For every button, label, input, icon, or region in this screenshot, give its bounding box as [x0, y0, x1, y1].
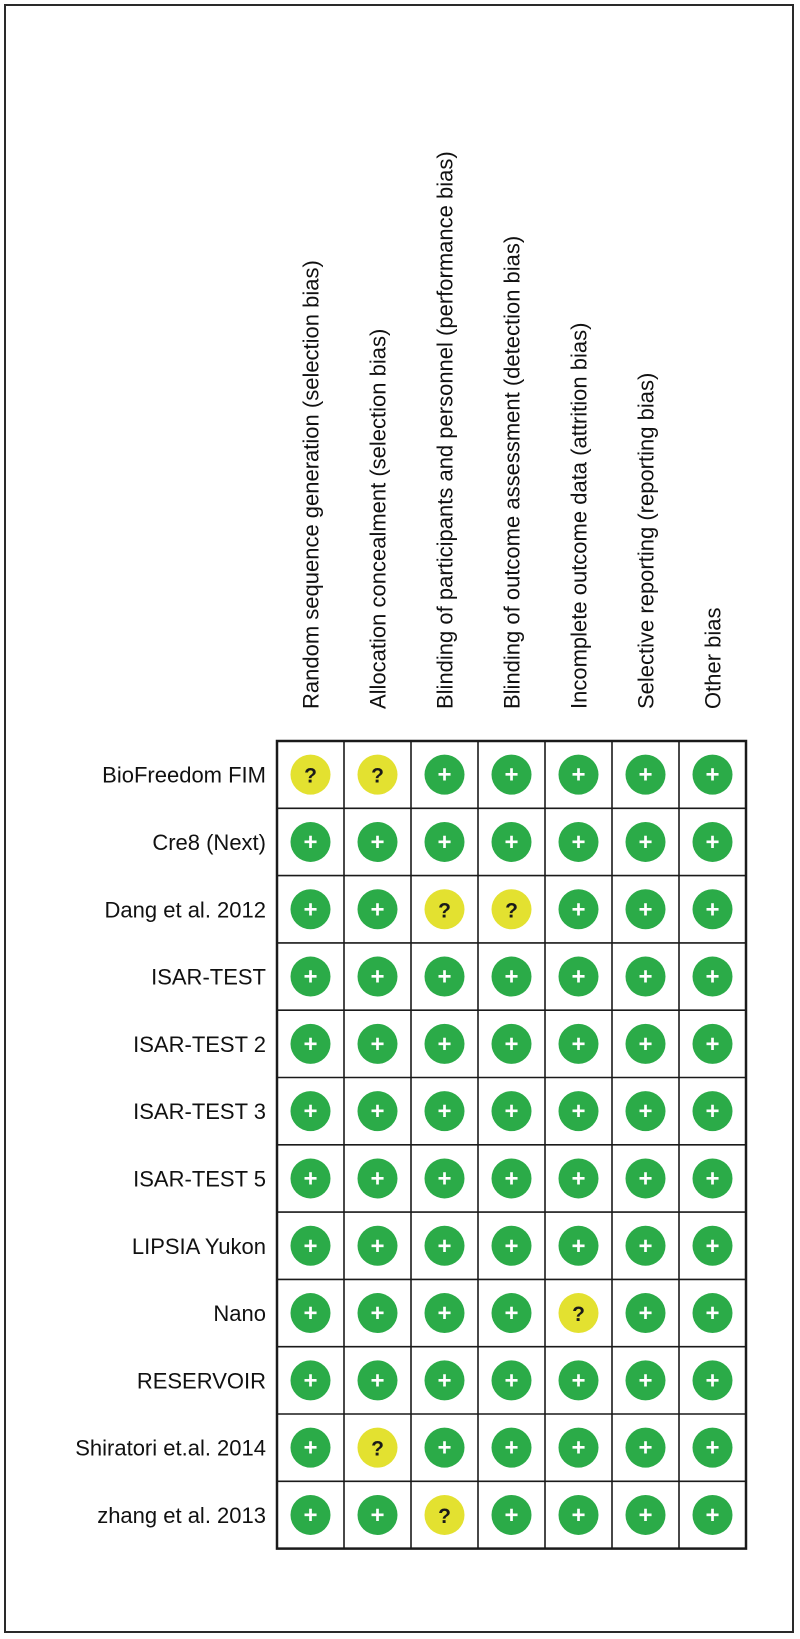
low-risk-mark	[425, 755, 465, 795]
low-risk-mark	[291, 889, 331, 929]
row-label: ISAR-TEST 5	[133, 1166, 266, 1192]
mark-label: +	[705, 828, 720, 856]
low-risk-mark	[693, 1428, 733, 1468]
low-risk-mark	[693, 889, 733, 929]
low-risk-mark	[358, 1024, 398, 1064]
column-header: Other bias	[700, 607, 726, 709]
row-label: Nano	[213, 1301, 266, 1327]
low-risk-mark	[693, 1293, 733, 1333]
mark-label: +	[504, 1165, 519, 1193]
mark-label: +	[303, 1501, 318, 1529]
low-risk-mark	[291, 1495, 331, 1535]
mark-label: +	[638, 1367, 653, 1395]
low-risk-mark	[626, 889, 666, 929]
low-risk-mark	[693, 822, 733, 862]
low-risk-mark	[693, 1495, 733, 1535]
low-risk-mark	[559, 1091, 599, 1131]
mark-label: +	[705, 1098, 720, 1126]
low-risk-mark	[626, 1428, 666, 1468]
low-risk-mark	[358, 1360, 398, 1400]
mark-label: +	[571, 1367, 586, 1395]
mark-label: +	[303, 828, 318, 856]
mark-label: +	[638, 828, 653, 856]
mark-label: +	[303, 896, 318, 924]
low-risk-mark	[358, 1226, 398, 1266]
mark-label: +	[638, 1232, 653, 1260]
mark-label: +	[370, 1165, 385, 1193]
low-risk-mark	[492, 1226, 532, 1266]
low-risk-mark	[626, 1360, 666, 1400]
mark-label: +	[571, 1165, 586, 1193]
mark-label: +	[705, 1300, 720, 1328]
low-risk-mark	[559, 1428, 599, 1468]
mark-label: +	[638, 896, 653, 924]
mark-label: +	[705, 1232, 720, 1260]
mark-label: +	[504, 1501, 519, 1529]
mark-label: +	[303, 1434, 318, 1462]
mark-label: +	[638, 1434, 653, 1462]
low-risk-mark	[425, 1091, 465, 1131]
mark-label: +	[370, 896, 385, 924]
unclear-risk-mark	[358, 1428, 398, 1468]
column-header: Random sequence generation (selection bias)	[298, 260, 324, 709]
mark-label: +	[437, 1367, 452, 1395]
mark-label: +	[437, 761, 452, 789]
mark-label: +	[571, 828, 586, 856]
low-risk-mark	[626, 1091, 666, 1131]
mark-label: +	[370, 1367, 385, 1395]
low-risk-mark	[492, 1024, 532, 1064]
low-risk-mark	[291, 1360, 331, 1400]
column-header: Selective reporting (reporting bias)	[633, 372, 659, 709]
mark-label: +	[571, 761, 586, 789]
mark-label: +	[638, 1098, 653, 1126]
row-label: Shiratori et.al. 2014	[75, 1435, 266, 1461]
mark-label: +	[504, 1300, 519, 1328]
column-header: Allocation concealment (selection bias)	[365, 328, 391, 709]
low-risk-mark	[425, 1024, 465, 1064]
low-risk-mark	[626, 1293, 666, 1333]
mark-label: +	[370, 1232, 385, 1260]
row-label: ISAR-TEST	[151, 964, 266, 990]
low-risk-mark	[693, 1158, 733, 1198]
mark-label: +	[303, 1367, 318, 1395]
mark-label: +	[437, 963, 452, 991]
mark-label: +	[370, 1501, 385, 1529]
mark-label: +	[705, 896, 720, 924]
mark-label: +	[437, 1165, 452, 1193]
row-label: Cre8 (Next)	[152, 829, 266, 855]
low-risk-mark	[358, 889, 398, 929]
unclear-risk-mark	[291, 755, 331, 795]
row-label: Dang et al. 2012	[104, 897, 266, 923]
mark-label: +	[638, 1501, 653, 1529]
low-risk-mark	[693, 1360, 733, 1400]
low-risk-mark	[626, 957, 666, 997]
mark-label: +	[705, 1434, 720, 1462]
mark-label: +	[303, 1098, 318, 1126]
row-label: ISAR-TEST 3	[133, 1099, 266, 1125]
mark-label: ?	[572, 1303, 585, 1327]
mark-label: +	[705, 963, 720, 991]
mark-label: +	[303, 1300, 318, 1328]
mark-label: +	[705, 761, 720, 789]
low-risk-mark	[425, 957, 465, 997]
mark-label: +	[504, 1030, 519, 1058]
mark-label: +	[437, 828, 452, 856]
mark-label: +	[571, 1098, 586, 1126]
mark-label: ?	[438, 899, 451, 923]
low-risk-mark	[626, 755, 666, 795]
mark-label: +	[370, 1098, 385, 1126]
row-label: RESERVOIR	[136, 1368, 266, 1394]
low-risk-mark	[626, 1226, 666, 1266]
mark-label: +	[303, 1232, 318, 1260]
risk-of-bias-table	[6, 6, 792, 1631]
mark-label: +	[504, 828, 519, 856]
low-risk-mark	[626, 822, 666, 862]
low-risk-mark	[358, 822, 398, 862]
low-risk-mark	[425, 1428, 465, 1468]
low-risk-mark	[693, 755, 733, 795]
low-risk-mark	[693, 1226, 733, 1266]
mark-label: +	[370, 828, 385, 856]
low-risk-mark	[626, 1495, 666, 1535]
unclear-risk-mark	[559, 1293, 599, 1333]
low-risk-mark	[291, 1293, 331, 1333]
mark-label: +	[504, 1098, 519, 1126]
low-risk-mark	[291, 1226, 331, 1266]
mark-label: +	[638, 1300, 653, 1328]
low-risk-mark	[425, 1158, 465, 1198]
mark-label: +	[437, 1030, 452, 1058]
mark-label: +	[370, 1300, 385, 1328]
low-risk-mark	[291, 1158, 331, 1198]
mark-label: +	[571, 896, 586, 924]
mark-label: +	[437, 1434, 452, 1462]
low-risk-mark	[492, 822, 532, 862]
low-risk-mark	[626, 1024, 666, 1064]
low-risk-mark	[492, 1428, 532, 1468]
mark-label: +	[705, 1501, 720, 1529]
low-risk-mark	[425, 1226, 465, 1266]
unclear-risk-mark	[425, 1495, 465, 1535]
low-risk-mark	[626, 1158, 666, 1198]
mark-label: +	[571, 1501, 586, 1529]
unclear-risk-mark	[492, 889, 532, 929]
low-risk-mark	[492, 957, 532, 997]
low-risk-mark	[693, 1091, 733, 1131]
low-risk-mark	[559, 957, 599, 997]
low-risk-mark	[492, 755, 532, 795]
mark-label: +	[370, 963, 385, 991]
mark-label: +	[504, 761, 519, 789]
low-risk-mark	[358, 957, 398, 997]
low-risk-mark	[358, 1293, 398, 1333]
mark-label: +	[303, 1165, 318, 1193]
mark-label: +	[571, 1030, 586, 1058]
low-risk-mark	[693, 1024, 733, 1064]
unclear-risk-mark	[358, 755, 398, 795]
mark-label: +	[504, 963, 519, 991]
mark-label: +	[638, 963, 653, 991]
mark-label: ?	[304, 764, 317, 788]
column-header: Blinding of outcome assessment (detection bias)	[499, 235, 525, 709]
mark-label: +	[504, 1367, 519, 1395]
mark-label: ?	[438, 1504, 451, 1528]
low-risk-mark	[492, 1158, 532, 1198]
low-risk-mark	[291, 1428, 331, 1468]
mark-label: ?	[371, 764, 384, 788]
low-risk-mark	[425, 1360, 465, 1400]
mark-label: +	[571, 1434, 586, 1462]
mark-label: +	[504, 1232, 519, 1260]
mark-label: +	[504, 1434, 519, 1462]
low-risk-mark	[291, 822, 331, 862]
row-label: BioFreedom FIM	[102, 762, 266, 788]
low-risk-mark	[291, 1091, 331, 1131]
row-label: LIPSIA Yukon	[131, 1233, 266, 1259]
low-risk-mark	[492, 1495, 532, 1535]
low-risk-mark	[559, 1495, 599, 1535]
mark-label: +	[303, 963, 318, 991]
row-label: zhang et al. 2013	[97, 1502, 266, 1528]
low-risk-mark	[559, 822, 599, 862]
row-label: ISAR-TEST 2	[133, 1031, 266, 1057]
low-risk-mark	[559, 889, 599, 929]
mark-label: +	[437, 1300, 452, 1328]
mark-label: +	[437, 1232, 452, 1260]
low-risk-mark	[559, 1158, 599, 1198]
mark-label: +	[303, 1030, 318, 1058]
low-risk-mark	[425, 822, 465, 862]
column-header: Blinding of participants and personnel (performance bias)	[432, 151, 458, 709]
low-risk-mark	[492, 1293, 532, 1333]
low-risk-mark	[559, 1024, 599, 1064]
mark-label: +	[571, 1232, 586, 1260]
low-risk-mark	[492, 1360, 532, 1400]
mark-label: +	[705, 1165, 720, 1193]
risk-of-bias-figure	[4, 4, 794, 1633]
mark-label: ?	[505, 899, 518, 923]
low-risk-mark	[559, 1360, 599, 1400]
low-risk-mark	[358, 1091, 398, 1131]
mark-label: +	[638, 1165, 653, 1193]
low-risk-mark	[291, 1024, 331, 1064]
mark-label: +	[437, 1098, 452, 1126]
low-risk-mark	[492, 1091, 532, 1131]
low-risk-mark	[425, 1293, 465, 1333]
mark-label: +	[571, 963, 586, 991]
low-risk-mark	[559, 1226, 599, 1266]
unclear-risk-mark	[425, 889, 465, 929]
low-risk-mark	[358, 1495, 398, 1535]
mark-label: +	[638, 761, 653, 789]
mark-label: +	[705, 1030, 720, 1058]
mark-label: +	[705, 1367, 720, 1395]
low-risk-mark	[559, 755, 599, 795]
low-risk-mark	[291, 957, 331, 997]
mark-label: ?	[371, 1437, 384, 1461]
low-risk-mark	[358, 1158, 398, 1198]
column-header: Incomplete outcome data (attrition bias)	[566, 322, 592, 709]
mark-label: +	[370, 1030, 385, 1058]
mark-label: +	[638, 1030, 653, 1058]
low-risk-mark	[693, 957, 733, 997]
